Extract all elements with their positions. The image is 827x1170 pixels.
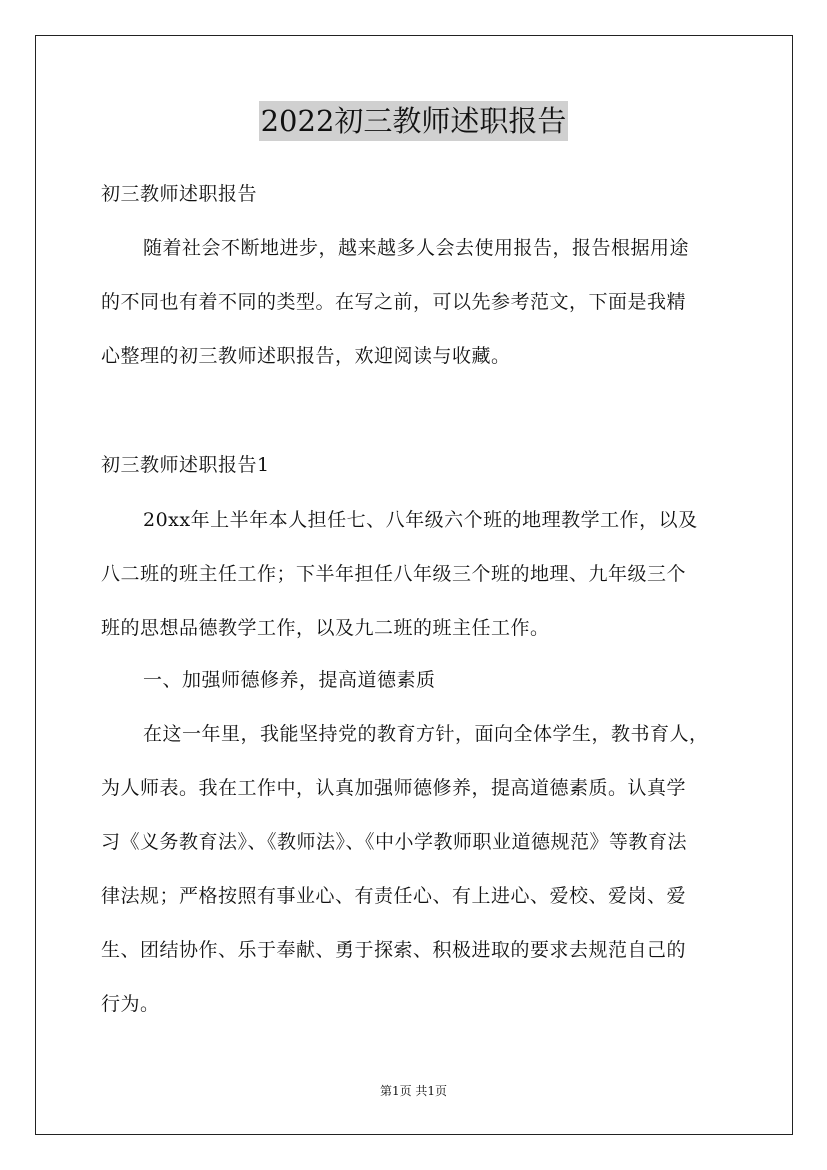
page-footer: 第1页 共1页	[379, 1084, 448, 1098]
paragraph-line: 行为。	[101, 993, 160, 1015]
document-title: 2022初三教师述职报告	[259, 101, 569, 141]
paragraph-line: 20xx年上半年本人担任七、八年级六个班的地理教学工作，以及	[143, 509, 698, 531]
paragraph-line: 八二班的班主任工作；下半年担任八年级三个班的地理、九年级三个	[101, 563, 687, 585]
section-heading: 初三教师述职报告1	[101, 454, 270, 476]
paragraph-line: 班的思想品德教学工作，以及九二班的班主任工作。	[101, 617, 550, 639]
paragraph-line: 随着社会不断地进步，越来越多人会去使用报告，报告根据用途	[143, 237, 690, 259]
paragraph-line: 习《义务教育法》、《教师法》、《中小学教师职业道德规范》等教育法	[101, 831, 688, 853]
subsection-heading: 一、加强师德修养，提高道德素质	[143, 669, 436, 691]
paragraph-line: 为人师表。我在工作中，认真加强师德修养，提高道德素质。认真学	[101, 777, 687, 799]
paragraph-line: 的不同也有着不同的类型。在写之前，可以先参考范文，下面是我精	[101, 291, 687, 313]
title-container	[0, 101, 827, 141]
section-heading: 初三教师述职报告	[101, 183, 258, 205]
paragraph-line: 心整理的初三教师述职报告，欢迎阅读与收藏。	[101, 345, 511, 367]
paragraph-line: 律法规；严格按照有事业心、有责任心、有上进心、爱校、爱岗、爱	[101, 885, 687, 907]
paragraph-line: 在这一年里，我能坚持党的教育方针，面向全体学生，教书育人，	[143, 723, 709, 745]
paragraph-line: 生、团结协作、乐于奉献、勇于探索、积极进取的要求去规范自己的	[101, 939, 687, 961]
